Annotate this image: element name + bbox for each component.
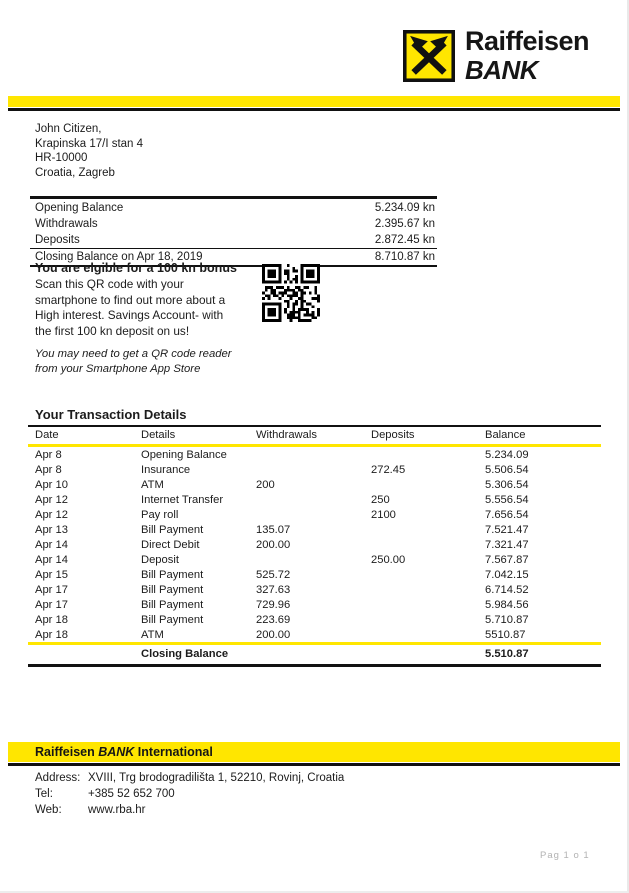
table-cell: Bill Payment [141, 598, 204, 611]
table-cell [371, 446, 485, 463]
table-cell: Apr 14 [35, 553, 68, 566]
table-cell: Apr 8 [35, 463, 62, 476]
table-cell: 5.306.54 [485, 478, 529, 491]
table-cell: 7.521.47 [485, 523, 529, 536]
table-cell: Apr 12 [35, 493, 68, 506]
table-cell: Apr 12 [35, 508, 68, 521]
transactions-body [28, 446, 601, 644]
table-cell: Bill Payment [141, 523, 204, 536]
table-cell: 327.63 [256, 583, 291, 596]
table-cell [256, 446, 371, 463]
table-cell: Apr 8 [35, 448, 62, 461]
table-row [28, 612, 601, 627]
table-cell: Apr 17 [35, 583, 68, 596]
transactions-header-row [28, 426, 601, 446]
summary-value: 8.710.87 kn [324, 249, 437, 267]
promo-note-line: from your Smartphone App Store [35, 362, 201, 375]
table-cell: 7.656.54 [485, 508, 529, 521]
summary-label: Closing Balance on Apr 18, 2019 [30, 249, 324, 267]
table-row [28, 567, 601, 582]
promo-line: smartphone to find out more about a [35, 292, 226, 307]
table-cell: Opening Balance [141, 448, 227, 461]
table-cell: 200.00 [256, 538, 291, 551]
header-yellow-bar [8, 96, 620, 107]
contact-row [35, 770, 344, 786]
column-header-balance: Balance [485, 426, 601, 446]
table-cell: 200.00 [256, 628, 291, 641]
footer-bank-bar [8, 742, 620, 762]
table-cell: Pay roll [141, 508, 179, 521]
address-line: HR-10000 [35, 152, 88, 165]
table-cell: 2100 [371, 508, 396, 521]
column-header-details: Details [141, 426, 256, 446]
promo-headline: You are elgible for a 100 kn bonus [35, 261, 237, 275]
closing-balance-label: Closing Balance [141, 644, 256, 666]
promo-line: the first 100 kn deposit on us! [35, 323, 190, 338]
summary-label: Opening Balance [30, 198, 324, 217]
table-cell [256, 507, 371, 522]
footer-bank-suffix: International [134, 745, 213, 759]
table-cell: 7.042.15 [485, 568, 529, 581]
table-cell [28, 644, 141, 666]
promo-section [30, 260, 410, 376]
address-line: John Citizen, [35, 123, 102, 135]
table-row [28, 507, 601, 522]
table-cell [371, 644, 485, 666]
table-cell [371, 612, 485, 627]
footer-black-rule [8, 763, 620, 766]
table-cell [371, 627, 485, 644]
promo-note [30, 347, 410, 376]
contact-block [35, 770, 344, 819]
promo-note-line: You may need to get a QR code reader [35, 348, 232, 360]
brand-name: Raiffeisen [464, 26, 589, 56]
table-row [28, 552, 601, 567]
contact-value: www.rba.hr [88, 804, 146, 817]
table-cell: 200 [256, 478, 275, 491]
table-row [28, 582, 601, 597]
table-cell: 6.714.52 [485, 583, 529, 596]
table-cell [371, 582, 485, 597]
brand-subname: BANK [464, 55, 539, 85]
table-cell [256, 492, 371, 507]
table-cell: 5.234.09 [485, 448, 529, 461]
table-cell: Apr 18 [35, 613, 68, 626]
summary-label: Deposits [35, 234, 80, 246]
table-row [28, 462, 601, 477]
summary-row [30, 198, 437, 217]
table-cell: Apr 17 [35, 598, 68, 611]
summary-value: 5.234.09 kn [324, 198, 437, 217]
contact-label: Tel: [35, 788, 53, 801]
closing-balance-value: 5.510.87 [485, 644, 601, 666]
promo-line: High interest. Savings Account- with [35, 308, 224, 322]
summary-value: 2.395.67 kn [374, 218, 435, 230]
closing-balance-row [28, 644, 601, 666]
table-cell [371, 567, 485, 582]
transactions-section [28, 407, 601, 667]
column-header-date: Date [28, 426, 141, 446]
table-row [28, 477, 601, 492]
summary-value: 2.872.45 kn [374, 234, 435, 246]
table-cell: Bill Payment [141, 583, 204, 596]
column-header-withdrawals: Withdrawals [256, 426, 371, 446]
table-cell: Bill Payment [141, 568, 204, 581]
summary-body [30, 198, 437, 267]
table-cell [371, 522, 485, 537]
transactions-title: Your Transaction Details [35, 407, 187, 422]
table-cell: Apr 13 [35, 523, 68, 536]
column-header-deposits: Deposits [371, 426, 485, 446]
table-row [28, 597, 601, 612]
summary-label: Withdrawals [35, 218, 98, 230]
summary-row [30, 216, 437, 232]
footer-bank-word: BANK [98, 745, 135, 759]
table-cell [371, 537, 485, 552]
table-cell: 135.07 [256, 523, 291, 536]
table-cell: 223.69 [256, 613, 291, 626]
transactions-table [28, 425, 601, 667]
footer-bank-name: Raiffeisen [35, 745, 99, 759]
table-cell: Apr 15 [35, 568, 68, 581]
table-cell: Apr 18 [35, 628, 68, 641]
contact-label: Web: [35, 804, 62, 817]
table-cell: 5.506.54 [485, 463, 529, 476]
raiffeisen-gable-cross-icon [403, 30, 455, 82]
qr-code [262, 264, 320, 322]
balance-summary-table [30, 196, 437, 267]
header-black-rule [8, 108, 620, 111]
table-cell: Apr 10 [35, 478, 68, 491]
table-cell [256, 552, 371, 567]
table-cell: 5510.87 [485, 628, 526, 641]
address-line: Croatia, Zagreb [35, 166, 115, 179]
table-row [28, 446, 601, 463]
table-cell [256, 644, 371, 666]
promo-line: Scan this QR code with your [35, 277, 184, 291]
table-cell: ATM [141, 478, 164, 491]
table-cell: ATM [141, 628, 164, 641]
table-row [28, 492, 601, 507]
table-cell: Bill Payment [141, 613, 204, 626]
table-cell: 272.45 [371, 463, 406, 476]
table-cell: 250 [371, 493, 390, 506]
table-cell: Insurance [141, 463, 191, 476]
address-line: Krapinska 17/I stan 4 [35, 137, 144, 150]
page-number: Pag 1 o 1 [540, 850, 590, 861]
table-cell: Apr 14 [35, 538, 68, 551]
table-cell: 5.710.87 [485, 613, 529, 626]
recipient-address [35, 122, 143, 180]
table-cell: Direct Debit [141, 538, 200, 551]
table-cell [371, 477, 485, 492]
table-cell: Deposit [141, 553, 179, 566]
table-cell: 7.567.87 [485, 553, 529, 566]
contact-value: +385 52 652 700 [88, 788, 175, 801]
table-cell: 7.321.47 [485, 538, 529, 551]
table-row [28, 537, 601, 552]
table-cell: 5.556.54 [485, 493, 529, 506]
contact-row [35, 786, 344, 802]
table-cell [371, 597, 485, 612]
summary-row [30, 232, 437, 249]
table-cell: 729.96 [256, 598, 291, 611]
contact-row [35, 802, 344, 818]
table-row [28, 627, 601, 644]
contact-label: Address: [35, 772, 81, 784]
bank-logo [403, 28, 589, 83]
promo-body [30, 277, 410, 339]
table-cell: 250.00 [371, 553, 406, 566]
table-cell: 525.72 [256, 568, 291, 581]
contact-value: XVIII, Trg brodogradilišta 1, 52210, Rovinj, Croatia [88, 772, 345, 784]
table-cell: Internet Transfer [141, 493, 224, 506]
table-row [28, 522, 601, 537]
table-cell: 5.984.56 [485, 598, 529, 611]
table-cell [256, 462, 371, 477]
